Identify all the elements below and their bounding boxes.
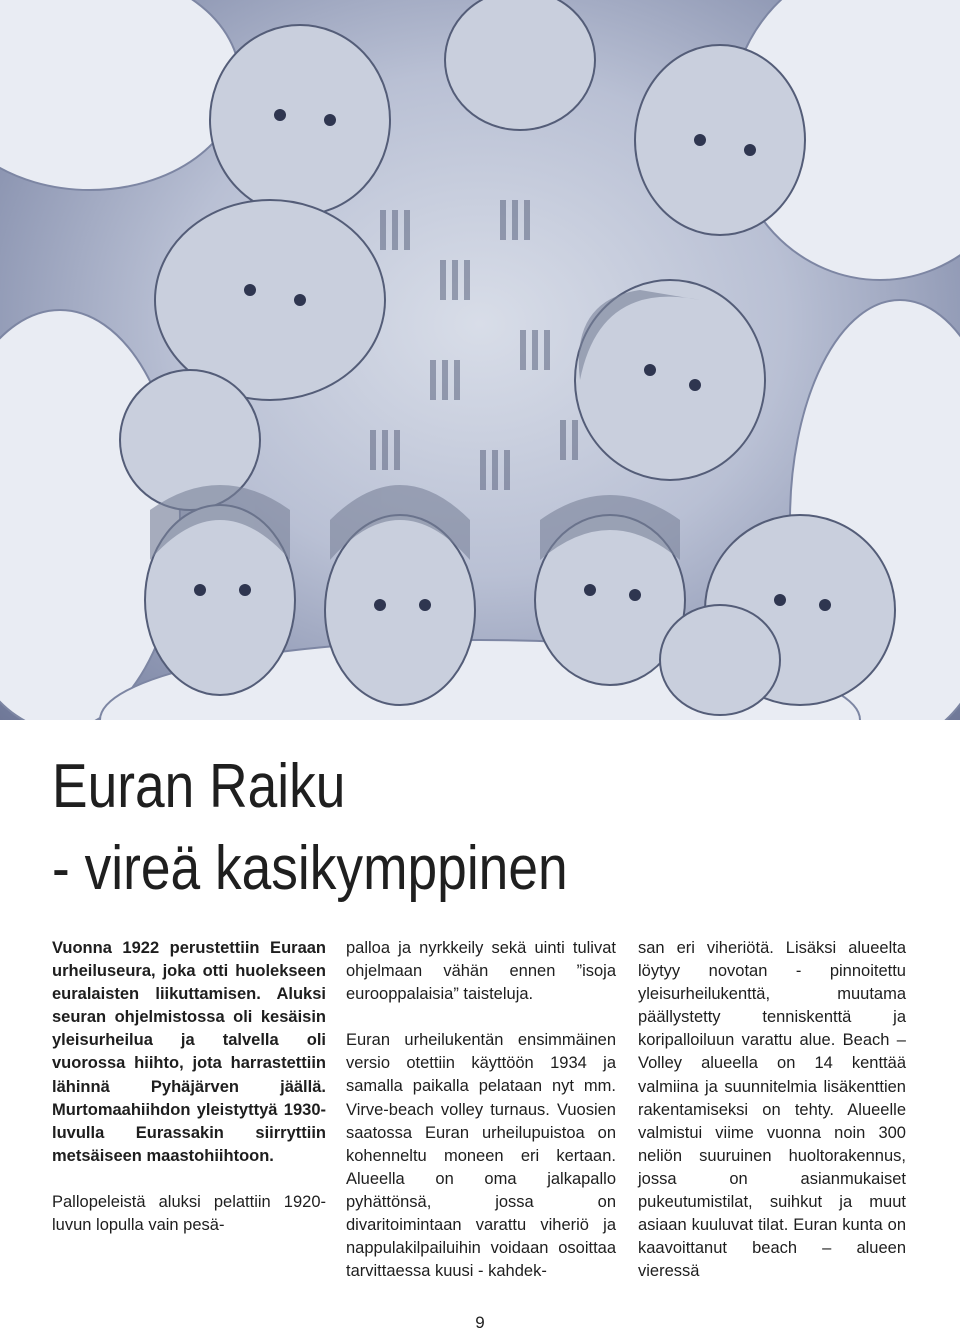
article-title-line2: - vireä kasikymppinen (52, 834, 568, 903)
article-column-1 (52, 937, 326, 1237)
article-paragraph: palloa ja nyrkkeily sekä uinti tulivat ohjelmaan vähän ennen ”isoja eurooppalaisia” taisteluja. (346, 939, 616, 1004)
article-lead-paragraph: Vuonna 1922 perustettiin Euraan urheiluseura, joka otti huolekseen euralaisten liikuttamisen. Aluksi seuran ohjelmistossa oli kesäisin yleisurheilua ja talvella oli vuorossa hiihto, jota harrastettiin lähinnä Pyhäjärven jäällä. Murtomaahiihdon yleistyttyä 1930-luvulla Eurassakin siirryttiin metsäiseen maastohiihtoon. (52, 939, 326, 1165)
article-column-2 (346, 937, 616, 1283)
article-title-line1: Euran Raiku (52, 752, 346, 821)
page-number: 9 (475, 1313, 485, 1332)
article-column-3 (638, 937, 906, 1283)
article-paragraph: Euran urheilukentän ensimmäinen versio otettiin käyttöön 1934 ja samalla paikalla pelataan nyt mm. Virve-beach volley turnaus. Vuosien saatossa Euran urheilupuistoa on kohenneltu moneen eri kertaan. Alueella on oma jalkapallo pyhättönsä, jossa on divaritoimintaan varattu viheriö ja nappulakilpailuihin voidaan osoittaa tarvittaessa kuusi - kahdek- (346, 1031, 616, 1281)
article-paragraph: Pallopeleistä aluksi pelattiin 1920-luvun lopulla vain pesä- (52, 1192, 326, 1235)
article-paragraph: san eri viheriötä. Lisäksi alueelta löytyy novotan - pinnoitettu yleisurheilukenttä, muutama päällystetty tenniskenttä ja koripalloiluun varattu alue. Beach – Volley alueella on 14 kenttää valmiina ja suunnitelmia lisäkenttien rakentamiseksi on tehty. Alueelle valmistui viime vuonna noin 300 neliön suuruinen huoltorakennus, jossa on asianmukaiset pukeutumistilat, suihkut ja muut asiaan kuuluvat tilat. Euran kunta on kaavoittanut beach – alueen vieressä (638, 939, 906, 1281)
